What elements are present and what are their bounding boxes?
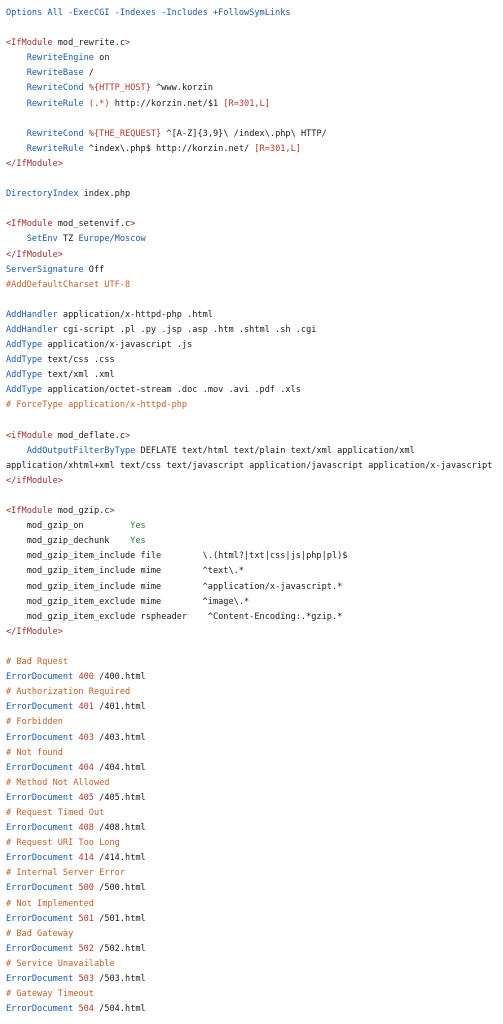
code-token-text: mod_gzip.c: [57, 506, 110, 517]
code-token-keyword: RewriteCond: [26, 83, 84, 94]
code-token-number: 503: [78, 974, 94, 984]
code-token-keyword: AddType: [6, 340, 43, 351]
code-token-keyword: RewriteRule: [26, 98, 84, 109]
code-line: [6, 610, 503, 625]
code-token-tag: <IfModule: [6, 219, 58, 230]
code-line: [6, 866, 503, 881]
code-line: [6, 504, 503, 519]
code-token-tag: </IfModule>: [6, 158, 63, 169]
code-token-keyword: ErrorDocument: [6, 672, 74, 683]
code-line: [6, 655, 503, 670]
code-token-text: mod_gzip_item_exclude mime ^image\.*: [6, 596, 250, 607]
code-token-comment: # Request URI Too Long: [6, 838, 120, 849]
code-token-comment: # Method Not Allowed: [6, 777, 110, 788]
code-line: [6, 942, 503, 957]
code-line: [6, 549, 503, 564]
code-token-text: application/x-httpd-php .html: [57, 309, 213, 320]
code-line: [6, 263, 503, 278]
code-line-blank: [6, 489, 503, 504]
code-token-number: 405: [78, 792, 94, 803]
code-line: [6, 580, 503, 595]
code-token-keyword: AddHandler: [6, 324, 58, 335]
code-token-text: mod_gzip_item_exclude rspheader ^Content-Encoding:.*gzip.*: [6, 611, 343, 622]
code-line: [6, 625, 503, 640]
code-token-keyword: AddOutputFilterByType: [26, 445, 136, 456]
code-token-text: /503.html: [93, 974, 146, 984]
code-line: [6, 353, 503, 368]
code-line: [6, 474, 503, 489]
code-token-text: [6, 234, 27, 244]
code-token-text: ^www.korzin: [150, 83, 213, 94]
code-line: [6, 459, 503, 474]
code-token-tag: </IfModule>: [6, 249, 63, 260]
code-line: [6, 731, 503, 746]
code-token-comment: # Service Unavailable: [6, 958, 115, 969]
code-token-text: ^[A-Z]{3,9}\ /index\.php\ HTTP/: [161, 128, 327, 139]
code-token-keyword: ErrorDocument: [6, 823, 74, 834]
code-line: [6, 36, 503, 51]
code-token-text: [6, 144, 27, 154]
code-token-text: /401.html: [93, 702, 146, 713]
code-line: [6, 232, 503, 247]
code-token-keyword: ErrorDocument: [6, 732, 74, 743]
code-line: [6, 187, 503, 202]
code-token-text: /403.html: [93, 732, 146, 743]
code-line-blank: [6, 202, 503, 217]
code-line: [6, 957, 503, 972]
code-token-variable: %{HTTP_HOST}: [88, 83, 151, 94]
code-token-comment: # Authorization Required: [6, 687, 131, 698]
code-line: [6, 278, 503, 293]
code-token-keyword: ErrorDocument: [6, 883, 74, 894]
code-token-text: [6, 68, 27, 78]
code-line: [6, 806, 503, 821]
code-token-keyword: ErrorDocument: [6, 853, 74, 864]
code-token-comment: # Internal Server Error: [6, 868, 125, 879]
code-token-keyword: AddType: [6, 355, 43, 366]
code-line: [6, 564, 503, 579]
code-token-text: /408.html: [93, 823, 146, 834]
code-line: [6, 6, 503, 21]
code-token-keyword: RewriteCond: [26, 128, 84, 139]
code-line: [6, 897, 503, 912]
code-line-blank: [6, 21, 503, 36]
code-line: [6, 715, 503, 730]
code-token-text: TZ: [57, 234, 79, 245]
code-token-keyword: ErrorDocument: [6, 974, 74, 984]
code-token-text: mod_gzip_dechunk: [6, 536, 131, 547]
code-token-variable: (.*): [88, 98, 110, 109]
code-token-keyword: SetEnv: [26, 234, 58, 245]
code-token-text: cgi-script .pl .py .jsp .asp .htm .shtml .sh .cgi: [57, 324, 317, 335]
code-token-keyword: RewriteBase: [26, 68, 84, 79]
code-token-number: 404: [78, 762, 94, 773]
code-token-number: 414: [78, 853, 94, 864]
code-token-keyword: ErrorDocument: [6, 702, 74, 713]
code-line: [6, 383, 503, 398]
code-token-text: [6, 99, 27, 109]
code-token-number: 504: [78, 1004, 94, 1015]
code-token-text: application/xhtml+xml text/css text/javascript application/javascript application/x-javascript: [6, 460, 493, 471]
code-token-text: /414.html: [93, 853, 146, 864]
code-line: [6, 368, 503, 383]
code-line: [6, 444, 503, 459]
code-token-tag: >: [109, 506, 115, 517]
code-token-keyword: RewriteRule: [26, 143, 84, 154]
code-line: [6, 308, 503, 323]
code-line: [6, 670, 503, 685]
code-token-text: /404.html: [93, 762, 146, 773]
code-line: [6, 987, 503, 1002]
code-token-comment: # ForceType application/x-httpd-php: [6, 400, 188, 411]
code-token-value: Yes: [130, 536, 146, 547]
code-line-blank: [6, 414, 503, 429]
code-line: [6, 81, 503, 96]
code-line: [6, 97, 503, 112]
code-token-tag: >: [125, 430, 131, 441]
code-line: [6, 519, 503, 534]
code-token-text: /500.html: [93, 883, 146, 894]
code-token-text: mod_gzip_item_include mime ^application/x-javascript.*: [6, 581, 343, 592]
code-token-number: 501: [78, 913, 94, 924]
code-line: [6, 217, 503, 232]
code-token-keyword: ErrorDocument: [6, 762, 74, 773]
code-line-blank: [6, 172, 503, 187]
code-line: [6, 912, 503, 927]
code-line: [6, 1002, 503, 1017]
code-token-text: mod_gzip_on: [6, 521, 131, 532]
code-token-text: mod_gzip_item_include mime ^text\.*: [6, 566, 244, 577]
code-line: [6, 338, 503, 353]
code-token-text: /405.html: [93, 792, 146, 803]
code-token-keyword: RewriteEngine: [26, 53, 94, 64]
code-line: [6, 700, 503, 715]
code-token-text: on: [93, 53, 110, 64]
code-token-text: /: [83, 68, 94, 79]
code-token-tag: >: [125, 38, 131, 49]
code-line: [6, 429, 503, 444]
code-token-number: 400: [78, 672, 94, 683]
code-line: [6, 142, 503, 157]
code-token-comment: # Gateway Timeout: [6, 989, 94, 1000]
code-token-text: /501.html: [93, 913, 146, 924]
code-token-text: mod_setenvif.c: [57, 219, 131, 230]
code-token-text: [6, 53, 27, 63]
code-token-keyword: ServerSignature: [6, 264, 84, 275]
code-token-text: DEFLATE text/html text/plain text/xml application/xml: [135, 445, 415, 456]
code-token-text: index.php: [78, 189, 131, 200]
code-line: [6, 776, 503, 791]
code-token-text: mod_rewrite.c: [57, 38, 126, 49]
code-line: [6, 746, 503, 761]
code-line-blank: [6, 293, 503, 308]
code-line: [6, 685, 503, 700]
code-token-comment: #AddDefaultCharset UTF-8: [6, 279, 131, 290]
code-line: [6, 595, 503, 610]
code-token-text: text/css .css: [42, 355, 115, 366]
code-token-number: 502: [78, 943, 94, 954]
code-token-comment: # Bad Rquest: [6, 657, 69, 668]
code-line: [6, 248, 503, 263]
code-token-keyword: ErrorDocument: [6, 913, 74, 924]
code-token-keyword: AddType: [6, 370, 43, 381]
code-line: [6, 761, 503, 776]
code-token-text: application/x-javascript .js: [42, 340, 193, 351]
code-token-keyword: ErrorDocument: [6, 943, 74, 954]
code-token-tag: <IfModule: [6, 38, 58, 49]
code-token-text: http://korzin.net/$1: [109, 98, 224, 109]
code-token-text: application/octet-stream .doc .mov .avi .pdf .xls: [42, 385, 301, 396]
code-line: [6, 972, 503, 987]
code-token-tag: <ifModule: [6, 430, 58, 441]
code-line-blank: [6, 640, 503, 655]
code-line: [6, 927, 503, 942]
code-token-comment: # Request Timed Out: [6, 807, 105, 818]
code-token-comment: # Not Implemented: [6, 898, 94, 909]
code-line: [6, 881, 503, 896]
code-line: [6, 323, 503, 338]
code-token-number: 401: [78, 702, 94, 713]
code-token-keyword: Options All -ExecCGI -Indexes -Includes +FollowSymLinks: [6, 8, 291, 18]
code-token-text: [6, 446, 27, 456]
code-line: [6, 534, 503, 549]
code-token-number: 408: [78, 823, 94, 834]
code-token-keyword: ErrorDocument: [6, 792, 74, 803]
code-token-comment: # Forbidden: [6, 717, 63, 728]
code-token-comment: # Not found: [6, 747, 63, 758]
code-token-variable: [R=301,L]: [223, 98, 270, 109]
code-token-text: /504.html: [93, 1004, 146, 1015]
code-token-text: /400.html: [93, 672, 146, 683]
code-token-text: mod_gzip_item_include file \.(html?|txt|css|js|php|pl)$: [6, 551, 348, 562]
code-token-keyword: Europe/Moscow: [78, 234, 146, 245]
code-token-text: mod_deflate.c: [57, 430, 126, 441]
code-token-keyword: AddType: [6, 385, 43, 396]
code-line: [6, 157, 503, 172]
code-token-text: /502.html: [93, 943, 146, 954]
code-token-number: 500: [78, 883, 94, 894]
code-token-tag: >: [130, 219, 136, 230]
code-line: [6, 836, 503, 851]
code-token-tag: </IfModule>: [6, 626, 63, 637]
code-token-number: 403: [78, 732, 94, 743]
code-token-text: text/xml .xml: [42, 370, 115, 381]
code-token-variable: [R=301,L]: [254, 143, 301, 154]
code-line: [6, 851, 503, 866]
code-token-text: [6, 129, 27, 139]
code-token-variable: %{THE_REQUEST}: [88, 128, 162, 139]
code-token-keyword: DirectoryIndex: [6, 189, 79, 200]
code-token-text: [6, 83, 27, 93]
code-line: [6, 51, 503, 66]
code-token-comment: # Bad Gateway: [6, 928, 74, 939]
code-token-keyword: AddHandler: [6, 309, 58, 320]
code-line-blank: [6, 112, 503, 127]
code-line: [6, 821, 503, 836]
code-token-text: ^index\.php$ http://korzin.net/: [83, 143, 255, 154]
code-token-text: Off: [83, 264, 105, 275]
code-line: [6, 791, 503, 806]
code-line: [6, 398, 503, 413]
code-token-value: Yes: [130, 521, 146, 532]
code-line: [6, 66, 503, 81]
code-token-tag: </ifModule>: [6, 475, 63, 486]
code-token-keyword: ErrorDocument: [6, 1004, 74, 1015]
code-token-tag: <IfModule: [6, 506, 58, 517]
code-line: [6, 127, 503, 142]
